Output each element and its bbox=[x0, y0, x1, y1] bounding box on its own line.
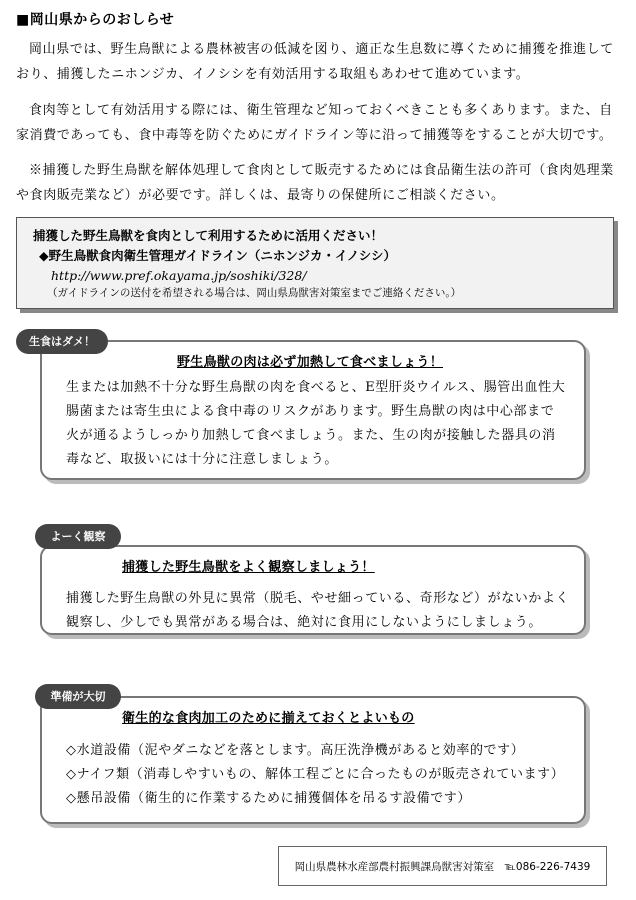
guideline-url-link[interactable]: http://www.pref.okayama.jp/soshiki/328/ bbox=[51, 268, 307, 283]
badge-preparation: 準備が大切 bbox=[35, 684, 121, 709]
card-line: ◇水道設備（泥やダニなどを落とします。高圧洗浄機があると効率的です） bbox=[66, 743, 525, 758]
badge-no-raw: 生食はダメ！ bbox=[16, 329, 108, 354]
card-body bbox=[66, 376, 565, 472]
card-body bbox=[66, 587, 569, 635]
card-line: 生または加熱不十分な野生鳥獣の肉を食べると、E型肝炎ウイルス、腸管出血性大 bbox=[66, 380, 566, 395]
intro-paragraph: 岡山県では、野生鳥獣による農林被害の低減を図り、適正な生息数に導くために捕獲を推進しており、捕獲したニホンジカ、イノシシを有効活用する取組もあわせて進めています。 bbox=[16, 42, 614, 82]
card-line: 毒など、取扱いには十分に注意しましょう。 bbox=[66, 452, 339, 467]
card-line: 火が通るようしっかり加熱して食べましょう。また、生の肉が接触した器具の消 bbox=[66, 428, 556, 443]
guideline-box-title: 捕獲した野生鳥獣を食肉として利用するために活用ください！ bbox=[33, 228, 384, 243]
observe-card bbox=[40, 545, 586, 635]
hygiene-paragraph: 食肉等として有効活用する際には、衛生管理など知っておくべきことも多くあります。また、自家消費であっても、食中毒等を防ぐためにガイドライン等に沿って捕獲等をすることが大切です。 bbox=[16, 103, 613, 143]
card-title: 衛生的な食肉加工のために揃えておくとよいもの bbox=[122, 711, 415, 726]
card-line: ◇懸吊設備（衛生的に作業するために捕獲個体を吊るす設備です） bbox=[66, 791, 471, 806]
card-title: 捕獲した野生鳥獣をよく観察しましょう！ bbox=[122, 560, 375, 575]
card-title: 野生鳥獣の肉は必ず加熱して食べましょう！ bbox=[177, 355, 444, 370]
notice-heading: ■岡山県からのおしらせ bbox=[16, 12, 175, 28]
guideline-name: ◆野生鳥獣食肉衛生管理ガイドライン（ニホンジカ・イノシシ） bbox=[39, 248, 396, 263]
card-line: 観察し、少しでも異常がある場合は、絶対に食用にしないようにしましょう。 bbox=[66, 615, 543, 630]
guideline-note: （ガイドラインの送付を希望される場合は、岡山県鳥獣害対策室までご連絡ください。） bbox=[47, 287, 462, 299]
contact-footer: 岡山県農林水産部農村振興課鳥獣害対策室 ℡086-226-7439 bbox=[278, 846, 607, 886]
raw-meat-warning-card bbox=[40, 340, 586, 480]
equipment-card bbox=[40, 696, 586, 824]
badge-observe: よーく観察 bbox=[35, 524, 121, 549]
card-line: 腸菌または寄生虫による食中毒のリスクがあります。野生鳥獣の肉は中心部まで bbox=[66, 404, 555, 419]
card-line: ◇ナイフ類（消毒しやすいもの、解体工程ごとに合ったものが販売されています） bbox=[66, 767, 565, 782]
permit-paragraph: ※捕獲した野生鳥獣を解体処理して食肉として販売するためには食品衛生法の許可（食肉処理業や食肉販売業など）が必要です。詳しくは、最寄りの保健所にご相談ください。 bbox=[16, 163, 614, 203]
card-body bbox=[66, 739, 564, 811]
guideline-box bbox=[16, 217, 614, 309]
card-line: 捕獲した野生鳥獣の外見に異常（脱毛、やせ細っている、奇形など）がないかよく bbox=[66, 591, 570, 606]
